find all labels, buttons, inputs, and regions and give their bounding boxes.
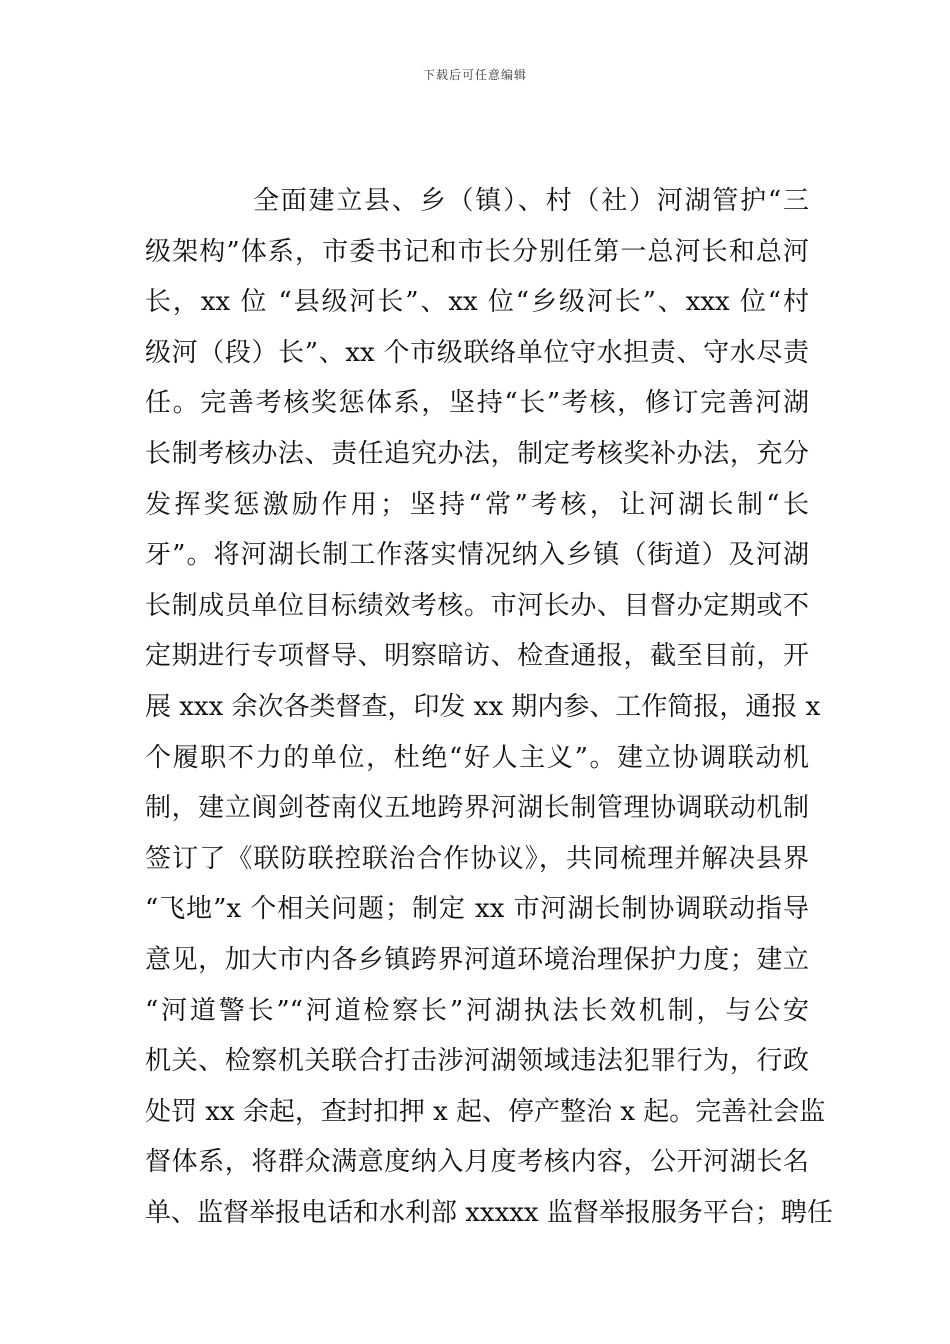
paragraph-line: 长制成员单位目标绩效考核。市河长办、目督办定期或不 (145, 590, 809, 621)
paragraph-line: 个履职不力的单位，杜绝“好人主义”。建立协调联动机 (145, 742, 809, 773)
paragraph-line: 发挥奖惩激励作用；坚持“常”考核，让河湖长制“长 (145, 489, 809, 520)
paragraph-line: 级河（段）长”、xx 个市级联络单位守水担责、守水尽责 (145, 337, 809, 368)
paragraph-line: 单、监督举报电话和水利部 xxxxx 监督举报服务平台；聘任 (145, 1197, 833, 1228)
paragraph-line: 制，建立阆剑苍南仪五地跨界河湖长制管理协调联动机制 (145, 793, 809, 824)
paragraph-line: 处罚 xx 余起，查封扣押 x 起、停产整治 x 起。完善社会监 (145, 1096, 826, 1127)
paragraph-line: 督体系，将群众满意度纳入月度考核内容，公开河湖长名 (145, 1147, 809, 1178)
paragraph-line: “飞地”x 个相关问题；制定 xx 市河湖长制协调联动指导 (145, 894, 809, 925)
paragraph-line: “河道警长”“河道检察长”河湖执法长效机制，与公安 (145, 995, 809, 1026)
paragraph-line: 任。完善考核奖惩体系，坚持“长”考核，修订完善河湖 (145, 388, 809, 419)
page-header: 下载后可任意编辑 (422, 68, 527, 82)
paragraph-line: 签订了《联防联控联治合作协议》，共同梳理并解决县界 (145, 843, 809, 874)
body-paragraph (145, 176, 833, 1238)
paragraph-line: 长制考核办法、责任追究办法，制定考核奖补办法，充分 (145, 438, 809, 469)
paragraph-line: 长，xx 位 “县级河长”、xx 位“乡级河长”、xxx 位“村 (145, 287, 809, 318)
paragraph-line: 牙”。将河湖长制工作落实情况纳入乡镇（街道）及河湖 (145, 540, 809, 571)
paragraph-line: 全面建立县、乡（镇）、村（社）河湖管护“三 (253, 186, 809, 216)
paragraph-line: 机关、检察机关联合打击涉河湖领域违法犯罪行为，行政 (145, 1046, 809, 1077)
paragraph-line: 定期进行专项督导、明察暗访、检查通报，截至目前，开 (145, 641, 809, 672)
paragraph-line: 意见，加大市内各乡镇跨界河道环境治理保护力度；建立 (145, 944, 809, 975)
paragraph-line: 展 xxx 余次各类督查，印发 xx 期内参、工作简报，通报 x (145, 691, 821, 722)
paragraph-line: 级架构”体系，市委书记和市长分别任第一总河长和总河 (145, 236, 809, 267)
